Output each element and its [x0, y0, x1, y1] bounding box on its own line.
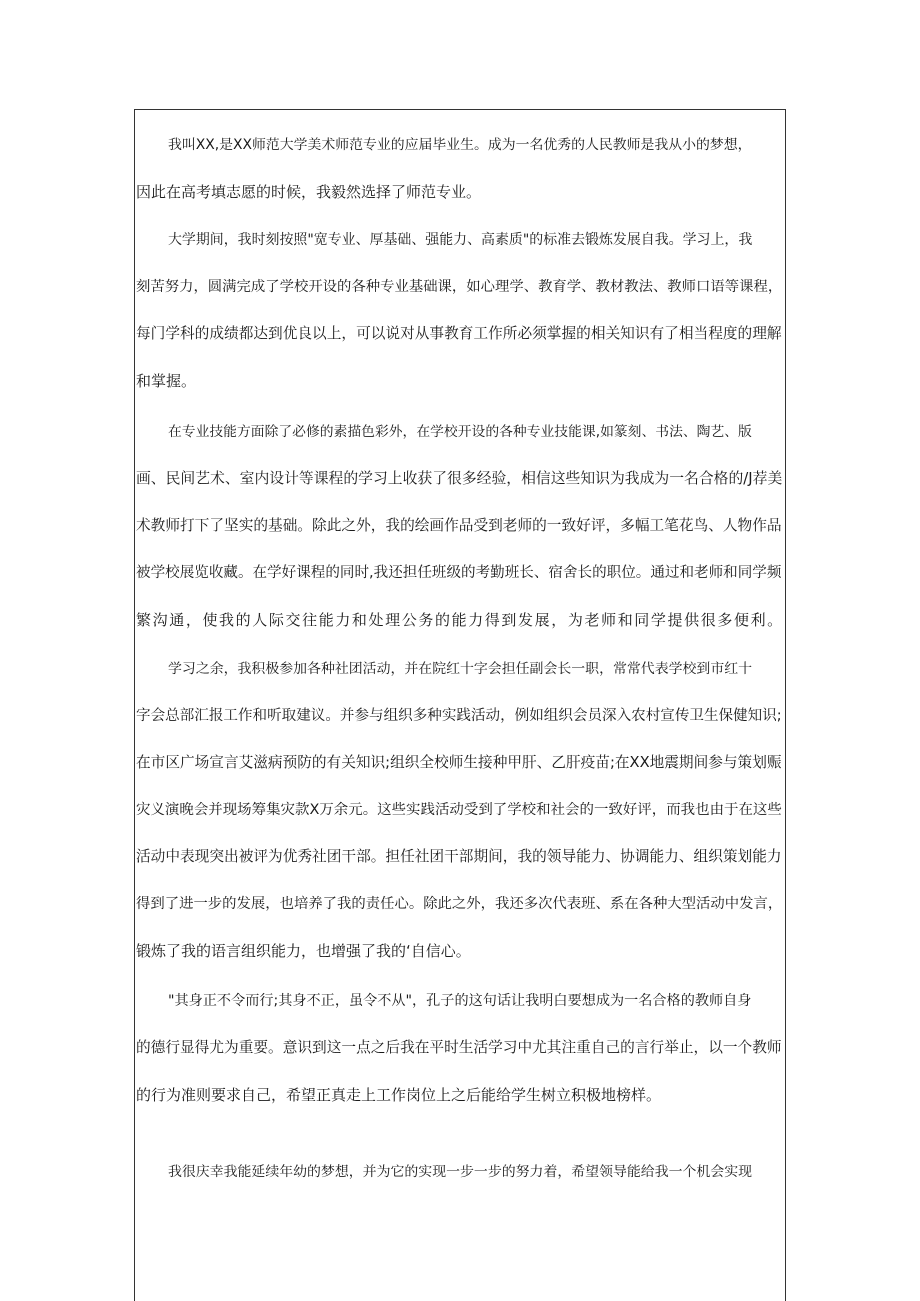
text-line: 学习之余，我积极参加各种社团活动，并在院红十字会担任副会长一职，常常代表学校到市红十	[168, 661, 753, 677]
text-line: "其身正不令而行;其身不正，虽令不从"，孔子的这句话让我明白要想成为一名合格的教师自身	[168, 993, 752, 1009]
paragraph-university	[135, 225, 785, 413]
text-line: 在专业技能方面除了必修的素描色彩外，在学校开设的各种专业技能课,如篆刻、书法、陶艺、版	[168, 424, 752, 440]
text-line: 术教师打下了坚实的基础。除此之外，我的绘画作品受到老师的一致好评，多幅工笔花鸟、人物作品	[136, 517, 782, 534]
text-line: 我叫XX,是XX师范大学美术师范专业的应届毕业生。成为一名优秀的人民教师是我从小的梦想，	[168, 137, 752, 153]
text-line: 和掌握。	[136, 372, 197, 390]
paragraph-activities	[135, 654, 785, 983]
text-line: 画、民间艺术、室内设计等课程的学习上收获了很多经验，相信这些知识为我成为一名合格的/J荐美	[136, 470, 783, 487]
paragraph-intro	[135, 130, 785, 224]
text-line: 我很庆幸我能延续年幼的梦想，并为它的实现一步一步的努力着，希望领导能给我一个机会实现	[168, 1164, 753, 1180]
text-line: 得到了进一步的发展，也培养了我的责任心。除此之外，我还多次代表班、系在各种大型活动中发言，	[136, 896, 783, 912]
text-line: 因此在高考填志愿的时候，我毅然选择了师范专业。	[136, 183, 482, 201]
text-line: 的行为准则要求自己，希望正真走上工作岗位上之后能给学生树立积极地榜样。	[136, 1086, 662, 1104]
document-page	[134, 109, 786, 1301]
paragraph-closing	[135, 1157, 785, 1204]
text-line: 灾义演晚会并现场筹集灾款X万余元。这些实践活动受到了学校和社会的一致好评，而我也由于在这些	[136, 802, 782, 818]
text-line: 大学期间，我时刻按照"宽专业、厚基础、强能力、高素质"的标准去锻炼发展自我。学习上，我	[168, 232, 753, 248]
text-line: 字会总部汇报工作和听取建议。并参与组织多种实践活动，例如组织会员深入农村宣传卫生保健知识;	[136, 707, 782, 724]
text-line: 锻炼了我的语言组织能力，也增强了我的‘自信心。	[136, 942, 471, 960]
text-line: 的德行显得尤为重要。意识到这一点之后我在平时生活学习中尤其注重自己的言行举止，以一个教师	[136, 1039, 782, 1056]
text-line: 刻苦努力，圆满完成了学校开设的各种专业基础课，如心理学、教育学、教材教法、教师口语等课程，	[136, 279, 783, 295]
text-line: 活动中表现突出被评为优秀社团干部。担任社团干部期间，我的领导能力、协调能力、组织策划能力	[136, 848, 782, 865]
paragraph-virtue	[135, 986, 785, 1127]
text-line: 每门学科的成绩都达到优良以上，可以说对从事教育工作所必须掌握的相关知识有了相当程度的理解	[136, 325, 782, 342]
text-line: 在市区广场宣言艾滋病预防的有关知识;组织全校师生接种甲肝、乙肝疫苗;在XX地震期间参与策划赈	[136, 754, 782, 771]
paragraph-skills	[135, 417, 785, 652]
text-line: 被学校展览收藏。在学好课程的同时,我还担任班级的考勤班长、宿舍长的职位。通过和老师和同学频	[136, 564, 782, 581]
text-line: 繁沟通，使我的人际交往能力和处理公务的能力得到发展，为老师和同学提供很多便利。	[136, 611, 784, 629]
